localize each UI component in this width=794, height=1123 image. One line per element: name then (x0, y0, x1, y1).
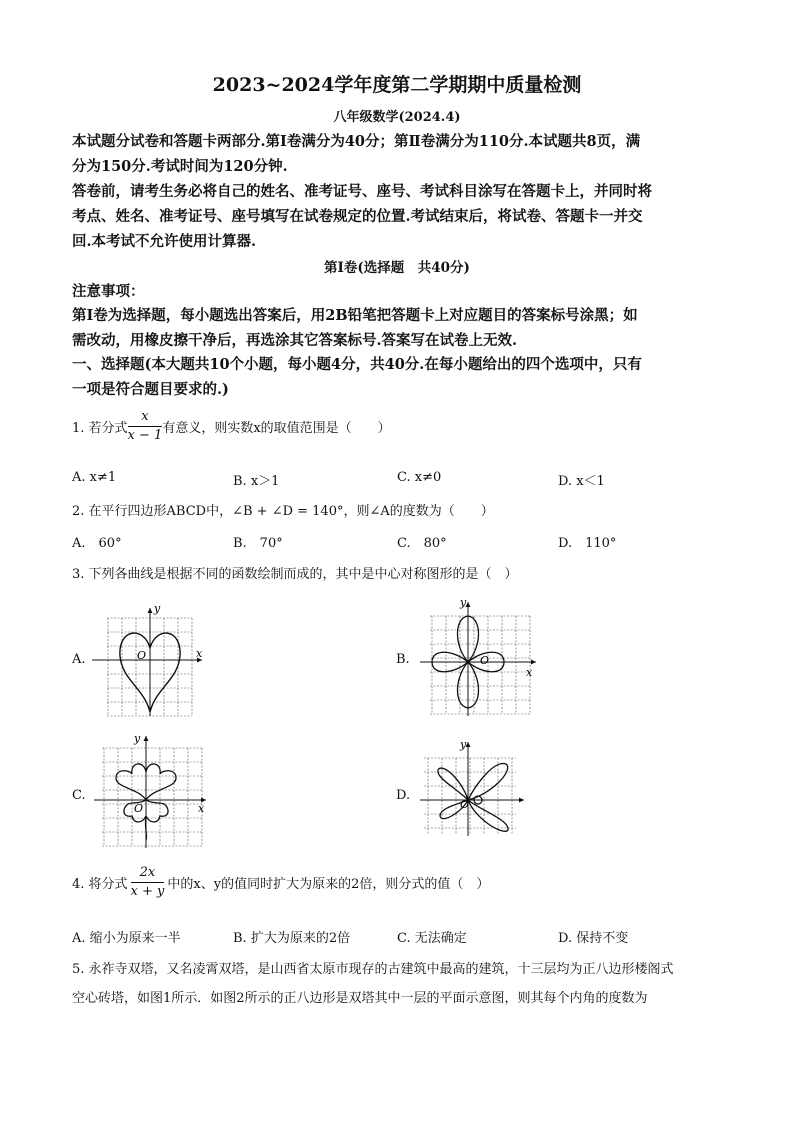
graph-c-x-label: x (198, 802, 205, 815)
q2-option-c[interactable]: C. 80° (397, 536, 447, 551)
intro-line-4: 考点、姓名、准考证号、座号填写在试卷规定的位置.考试结束后，将试卷、答题卡一并交 (72, 208, 643, 225)
graph-d-origin: O (460, 798, 470, 811)
q1-option-b[interactable]: B. x＞1 (233, 474, 280, 489)
graph-a-x-label: x (196, 647, 203, 660)
graph-b-y-label: y (460, 596, 467, 609)
intro-line-3: 答卷前，请考生务必将自己的姓名、准考证号、座号、考试科目涂写在答题卡上，并同时将 (72, 183, 652, 200)
question-1 (72, 408, 391, 445)
q1-fraction (128, 408, 163, 445)
part1-line-2: 一项是符合题目要求的.) (72, 381, 229, 398)
graph-c-y-label: y (134, 732, 141, 745)
question-4 (72, 864, 489, 901)
notice-line-1: 第Ⅰ卷为选择题，每小题选出答案后，用2B铅笔把答题卡上对应题目的答案标号涂黑；如 (72, 307, 638, 324)
graph-a-heart (92, 600, 212, 718)
notice-title: 注意事项： (72, 283, 145, 300)
graph-c-origin: O (134, 802, 144, 815)
notice-line-2: 需改动，用橡皮擦干净后，再选涂其它答案标号.答案写在试卷上无效. (72, 332, 518, 349)
q4-option-d[interactable]: D. 保持不变 (558, 931, 629, 946)
question-5-line-1: 5. 永祚寺双塔，又名凌霄双塔，是山西省太原市现存的古建筑中最高的建筑，十三层均为正八边形楼阁式 (72, 962, 674, 977)
question-3: 3. 下列各曲线是根据不同的函数绘制而成的，其中是中心对称图形的是（ ） (72, 567, 518, 582)
graph-c-grid (102, 748, 202, 846)
q1-option-d[interactable]: D. x＜1 (558, 474, 605, 489)
question-5-line-2: 空心砖塔，如图1所示．如图2所示的正八边形是双塔其中一层的平面示意图，则其每个内角的度数为 (72, 991, 648, 1006)
q4-option-a[interactable]: A. 缩小为原来一半 (72, 931, 181, 946)
q1-numerator: x (128, 408, 163, 427)
graph-d-petals (420, 738, 530, 838)
graph-d-curve (438, 764, 508, 832)
q1-option-c[interactable]: C. x≠0 (397, 470, 442, 485)
graph-c-clover (92, 732, 214, 852)
q3-option-c[interactable]: C. (72, 788, 86, 803)
part1-line-1: 一、选择题(本大题共10个小题，每小题4分，共40分.在每小题给出的四个选项中，只有 (72, 356, 642, 373)
q1-option-a[interactable]: A. x≠1 (72, 470, 117, 485)
q2-option-b[interactable]: B. 70° (233, 536, 283, 551)
intro-line-5: 回.本考试不允许使用计算器. (72, 233, 257, 250)
q3-option-a[interactable]: A. (72, 652, 86, 667)
graph-b-petals (418, 596, 548, 718)
q4-denominator: x + y (130, 884, 165, 899)
graph-b-x-label: x (526, 666, 533, 679)
q4-option-b[interactable]: B. 扩大为原来的2倍 (233, 931, 351, 946)
exam-title: 2023~2024学年度第二学期期中质量检测 (212, 74, 582, 96)
exam-subtitle: 八年级数学(2024.4) (333, 110, 461, 125)
q1-suffix: 有意义，则实数x的取值范围是（ ） (162, 421, 391, 436)
q4-fraction (131, 864, 165, 901)
graph-a-y-label: y (154, 602, 161, 615)
q1-denominator: x − 1 (127, 428, 163, 443)
q2-option-a[interactable]: A. 60° (72, 536, 122, 551)
question-2: 2. 在平行四边形ABCD中，∠B + ∠D = 140°，则∠A的度数为（ ） (72, 504, 494, 519)
q4-prefix: 4. 将分式 (72, 877, 128, 892)
q3-option-d[interactable]: D. (396, 788, 411, 803)
q4-numerator: 2x (131, 864, 165, 883)
intro-line-2: 分为150分.考试时间为120分钟. (72, 158, 288, 175)
q4-option-c[interactable]: C. 无法确定 (397, 931, 467, 946)
section-1-title: 第Ⅰ卷(选择题 共40分) (324, 260, 470, 276)
graph-a-origin: O (137, 649, 147, 662)
q3-option-b[interactable]: B. (396, 652, 410, 667)
intro-line-1: 本试题分试卷和答题卡两部分.第Ⅰ卷满分为40分；第Ⅱ卷满分为110分.本试题共8页，满 (72, 133, 641, 150)
graph-d-y-label: y (460, 738, 467, 751)
q4-suffix: 中的x、y的值同时扩大为原来的2倍，则分式的值（ ） (167, 877, 490, 892)
graph-b-origin: O (480, 654, 490, 667)
q1-prefix: 1. 若分式 (72, 421, 128, 436)
q2-option-d[interactable]: D. 110° (558, 536, 617, 551)
